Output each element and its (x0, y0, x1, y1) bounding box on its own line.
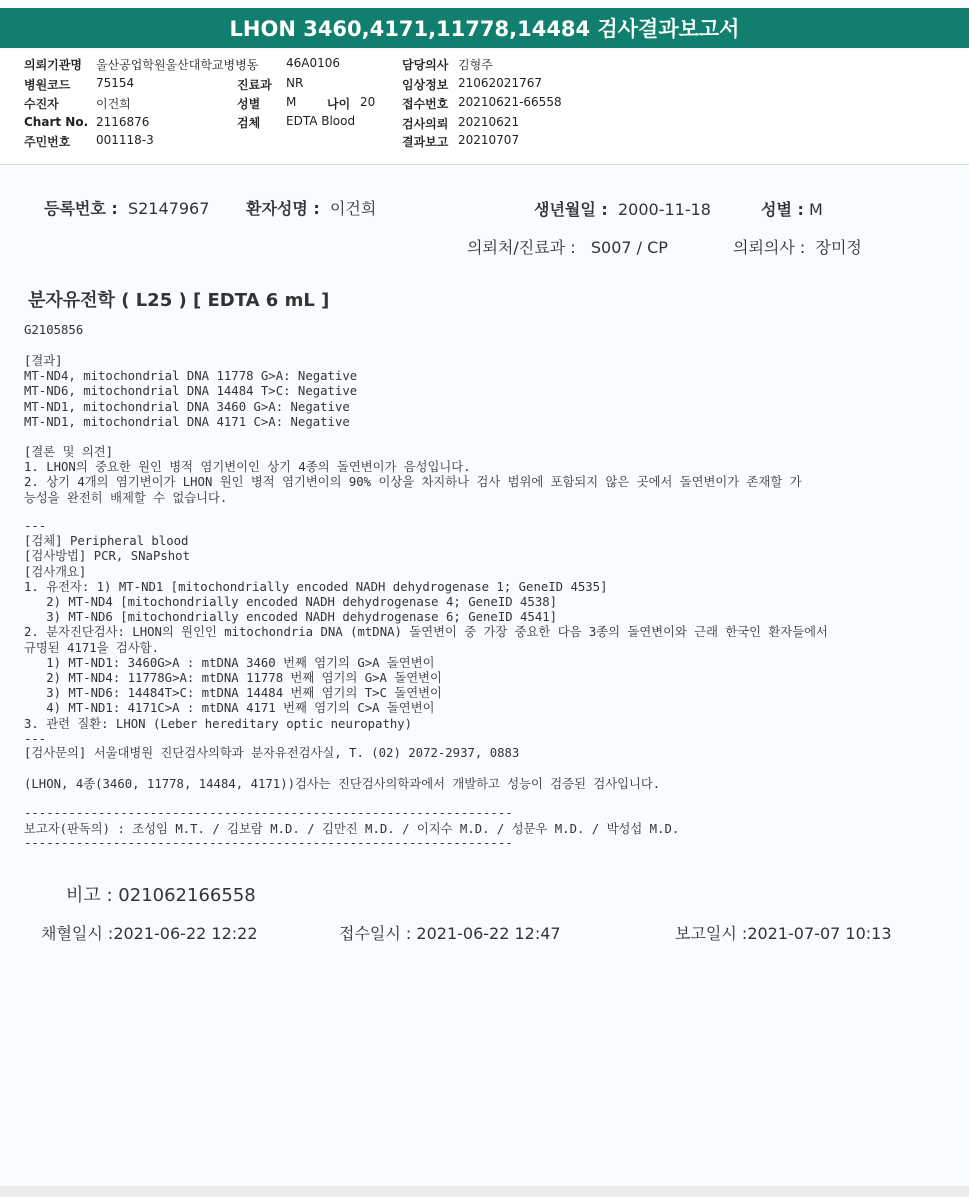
institution-value: 울산공업학원울산대학교병병동 (96, 58, 259, 72)
specimen-value: EDTA Blood (286, 114, 356, 128)
hospital-code-label: 병원코드 (24, 78, 71, 92)
blood-draw-time (41, 921, 258, 944)
department-label: 진료과 (237, 78, 272, 92)
requesting-department (467, 235, 668, 258)
test-id: G2105856 (24, 323, 84, 337)
patient-name (246, 196, 376, 219)
blood-draw-value: 2021-06-22 12:22 (113, 924, 258, 943)
note-row (66, 881, 256, 907)
details-block: --- [검체] Peripheral blood [검사방법] PCR, SNaPshot [검사개요] 1. 유전자: 1) MT-ND1 [mitochondrially encoded NADH dehydrogenase 1; GeneID 4535] 2) MT-ND4 [mitochondrially encoded NADH dehydrogenase 4; GeneID 4538] 3) MT-ND6 [mitochondrially encoded NADH dehydrogenase 6; GeneID 4541] 2. 분자진단검사: LHON의 원인인 mitochondria DNA (mtDNA) 돌연변이 중 가장 중요한 다음 3종의 돌연변이와 근래 한국인 환자들에서 규명된 4171을 검사함. 1) MT-ND1: 3460G>A : mtDNA 3460 번째 염기의 G>A 돌연변이 2) MT-ND4: 11778G>A: mtDNA 11778 번째 염기의 G>A 돌연변이 3) MT-ND6: 14484T>C: mtDNA 14484 번째 염기의 T>C 돌연변이 4) MT-ND1: 4171C>A : mtDNA 4171 번째 염기의 C>A 돌연변이 3. 관련 질환: LHON (Leber hereditary optic neuropathy) --- (24, 519, 828, 746)
patient-label: 수진자 (24, 97, 59, 111)
report-time-label: 보고일시 : (675, 924, 748, 943)
reporters-line: 보고자(판독의) : 조성임 M.T. / 김보람 M.D. / 김만진 M.D. / 이지수 M.D. / 성문우 M.D. / 박성섭 M.D. (24, 822, 680, 836)
conclusion-block: [결론 및 의견] 1. LHON의 중요한 원인 병적 염기변이인 상기 4종의 돌연변이가 음성입니다. 2. 상기 4개의 염기변이가 LHON 원인 병적 염기변이의 90% 이상을 차지하나 검사 범위에 포함되지 않은 곳에서 돌연변이가 존재할 가 능성을 완전히 배제할 수 없습니다. (24, 445, 802, 505)
blood-draw-label: 채혈일시 : (41, 924, 114, 943)
validation-note: (LHON, 4종(3460, 11778, 14484, 4171))검사는 진단검사의학과에서 개발하고 성능이 검증된 검사입니다. (24, 777, 661, 791)
hospital-code-value: 75154 (96, 76, 135, 90)
results-block: [결과] MT-ND4, mitochondrial DNA 11778 G>A: Negative MT-ND6, mitochondrial DNA 14484 T>C: Negative MT-ND1, mitochondrial DNA 3460 G>A: Negative MT-ND1, mitochondrial DNA 4171 C>A: Negative (24, 354, 358, 429)
request-date-value: 20210621 (458, 115, 520, 129)
sex-label: 성별 (237, 97, 261, 111)
registration-number (44, 196, 209, 219)
divider-bottom: ------------------------------------------------------------------ (24, 836, 513, 850)
chart-no-value: 2116876 (96, 115, 150, 129)
dob-label: 생년월일 : (534, 200, 608, 219)
department-value: NR (286, 76, 304, 90)
requesting-doctor-label: 의뢰의사 : (733, 238, 806, 257)
chart-no-label: Chart No. (24, 115, 89, 129)
clinical-info-label: 임상정보 (402, 78, 449, 92)
receipt-no-value: 20210621-66558 (458, 95, 562, 109)
clinical-info-value: 21062021767 (458, 76, 542, 90)
requesting-department-label: 의뢰처/진료과 : (467, 238, 576, 257)
receipt-time (339, 921, 561, 944)
contact-line: [검사문의] 서울대병원 진단검사의학과 분자유전검사실, T. (02) 2072-2937, 0883 (24, 746, 520, 760)
patient-name-value: 이건희 (329, 199, 377, 218)
note-label: 비고 : (66, 885, 113, 906)
registration-number-value: S2147967 (127, 199, 210, 218)
patient-sex-value: M (808, 200, 823, 219)
ssn-value: 001118-3 (96, 133, 154, 147)
patient-sex (761, 197, 823, 220)
receipt-no-label: 접수번호 (402, 97, 449, 111)
patient-value: 이건희 (96, 97, 131, 111)
note-value: 021062166558 (118, 885, 256, 906)
patient-sex-label: 성별 : (761, 200, 804, 219)
doctor-value: 김형주 (458, 58, 493, 72)
age-value: 20 (360, 95, 376, 109)
section-title: 분자유전학 ( L25 ) [ EDTA 6 mL ] (28, 290, 330, 311)
report-time (675, 921, 892, 944)
divider-top: ------------------------------------------------------------------ (24, 806, 513, 820)
dob-value: 2000-11-18 (617, 200, 711, 219)
age-label: 나이 (327, 97, 351, 111)
report-date-value: 20210707 (458, 133, 520, 147)
report-time-value: 2021-07-07 10:13 (747, 924, 892, 943)
ssn-label: 주민번호 (24, 135, 71, 149)
requesting-doctor (733, 235, 862, 258)
registration-number-label: 등록번호 : (44, 199, 118, 218)
report-date-label: 결과보고 (402, 135, 449, 149)
receipt-time-value: 2021-06-22 12:47 (416, 924, 561, 943)
request-date-label: 검사의뢰 (402, 117, 449, 131)
doctor-label: 담당의사 (402, 58, 449, 72)
institution-label: 의뢰기관명 (24, 58, 82, 72)
report-title: LHON 3460,4171,11778,14484 검사결과보고서 (0, 8, 969, 48)
sex-value: M (286, 95, 297, 109)
date-of-birth (534, 197, 711, 220)
requesting-doctor-value: 장미정 (815, 238, 862, 257)
info-panel (0, 50, 969, 165)
institution-code: 46A0106 (286, 56, 341, 70)
requesting-department-value: S007 / CP (590, 238, 668, 257)
bottom-bar (0, 1186, 969, 1197)
specimen-label: 검체 (237, 116, 261, 130)
patient-name-label: 환자성명 : (246, 199, 320, 218)
receipt-time-label: 접수일시 : (339, 924, 412, 943)
